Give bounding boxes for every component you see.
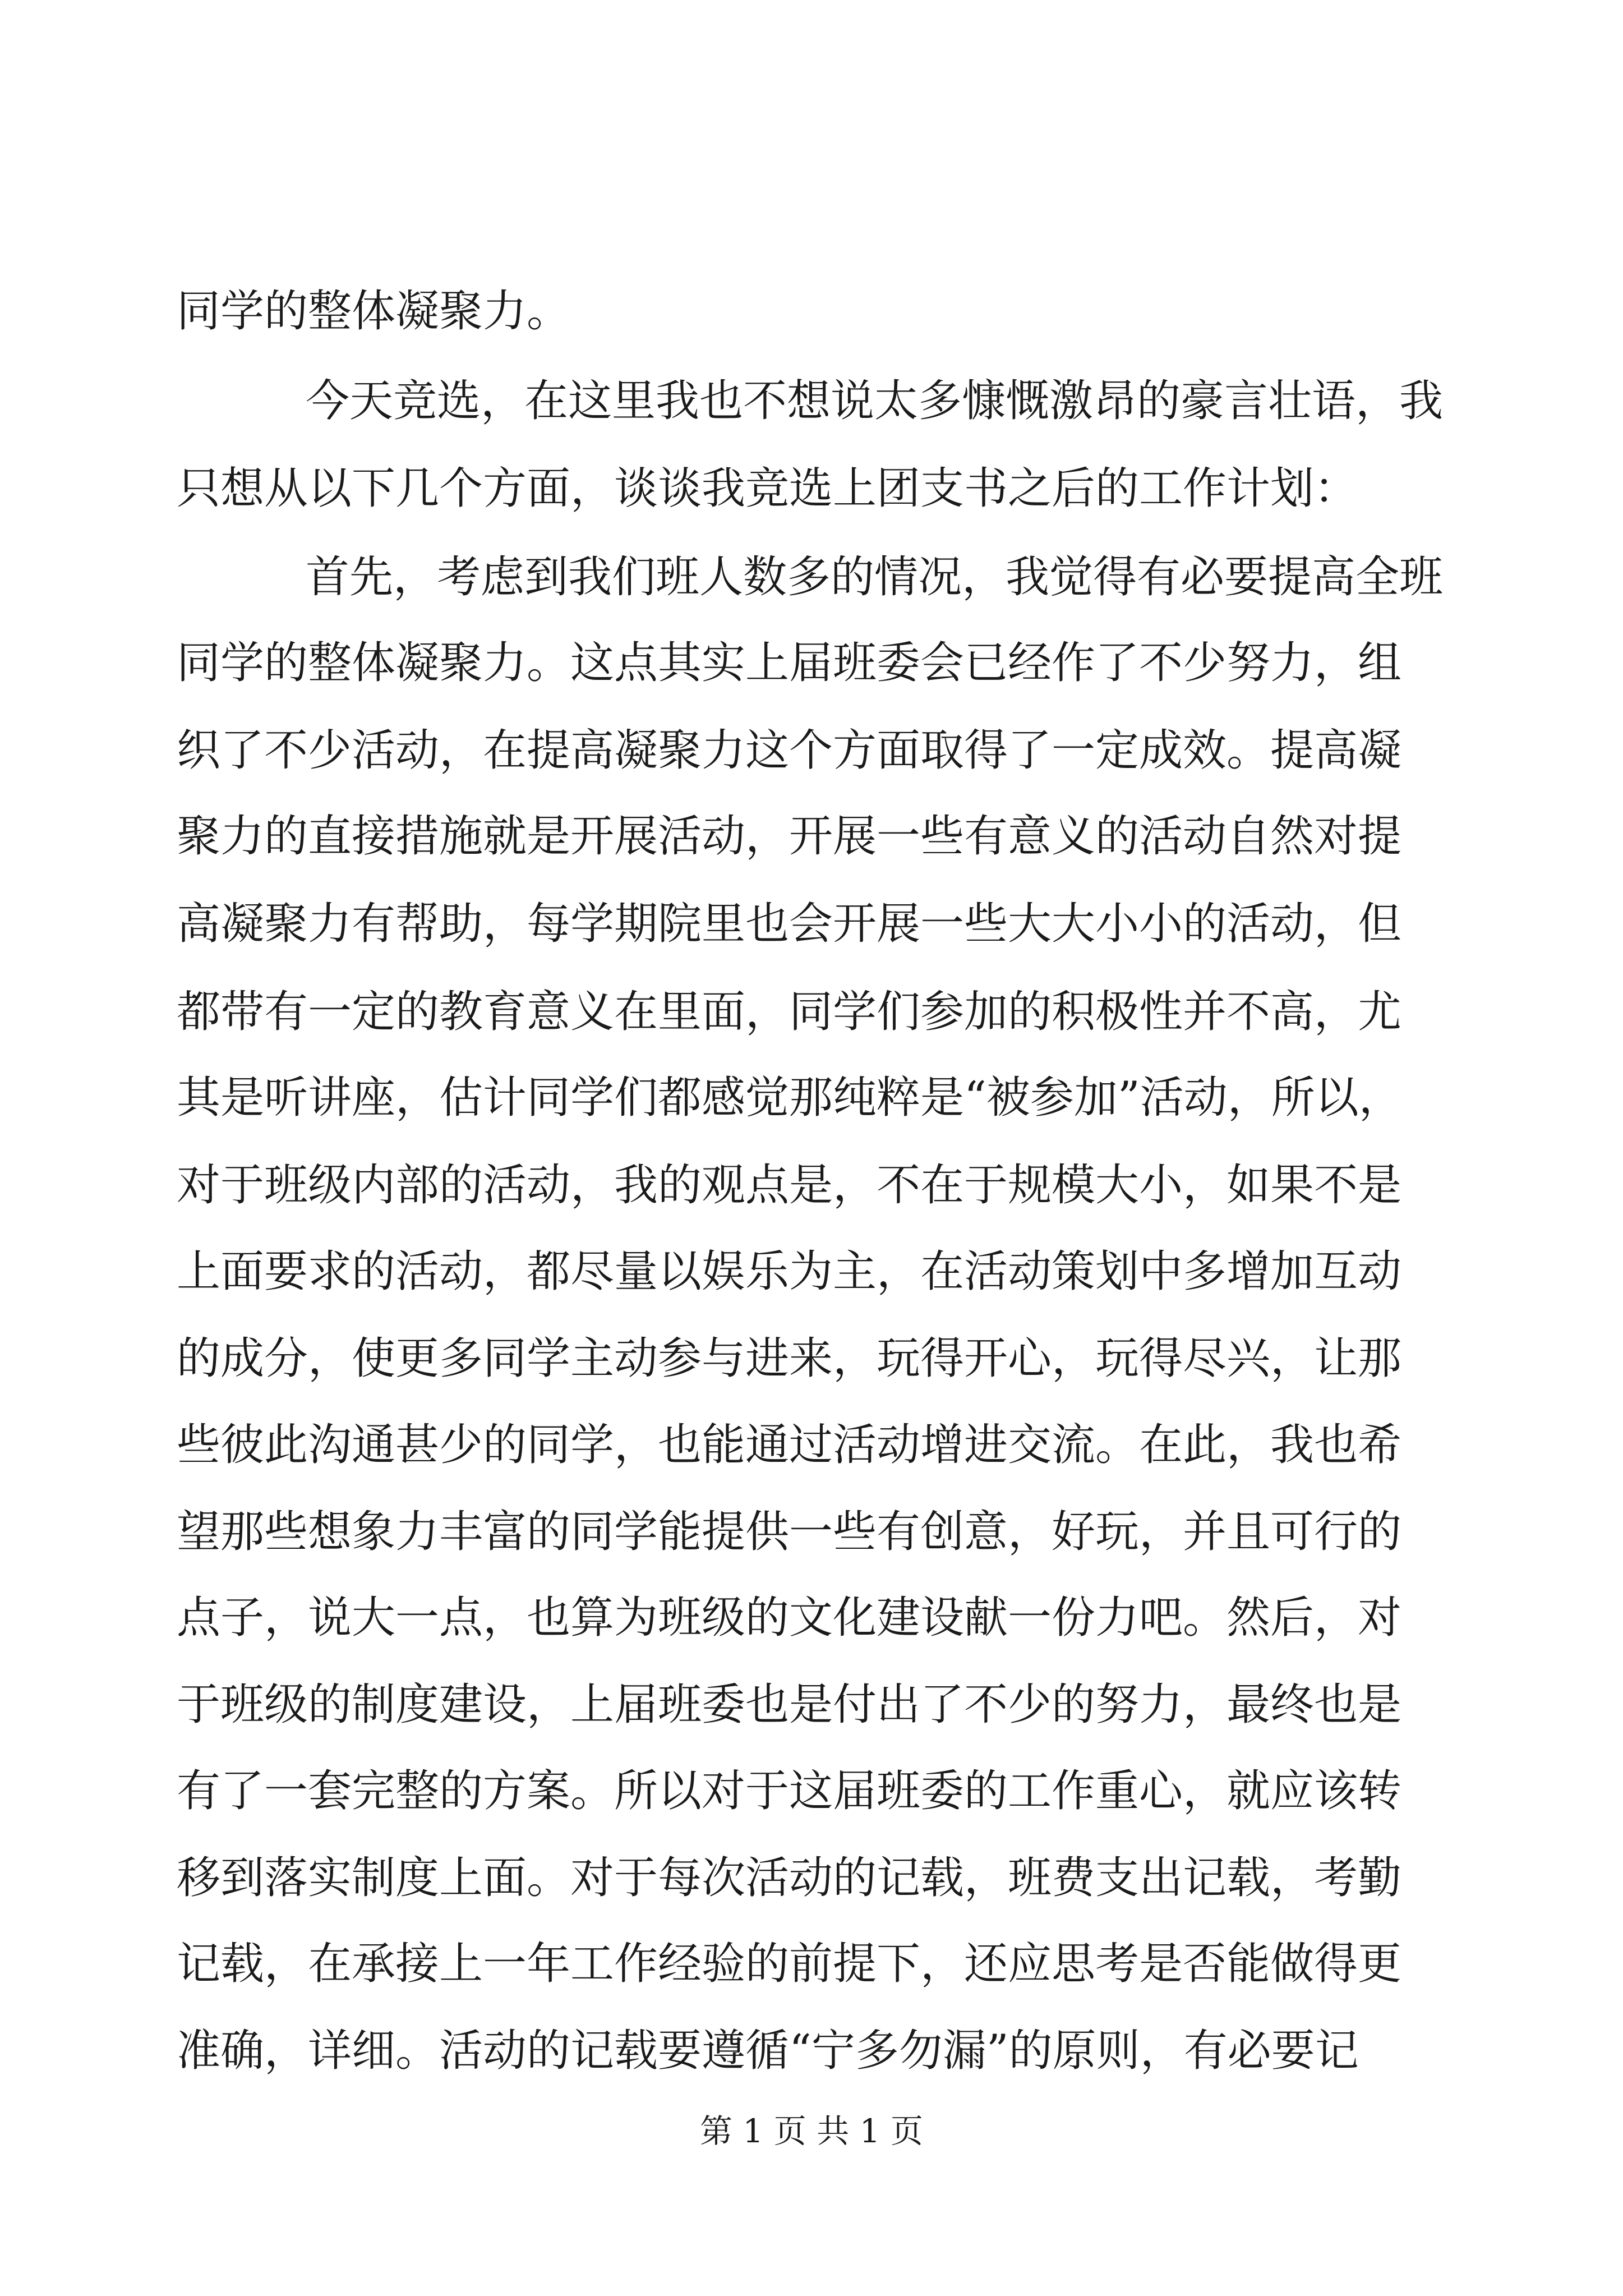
text-line-3: 只想从以下几个方面，谈谈我竞选上团支书之后的工作计划： (177, 463, 1358, 514)
text-line-17: 于班级的制度建设，上届班委也是付出了不少的努力，最终也是 (177, 1680, 1402, 1730)
text-line-14: 些彼此沟通甚少的同学，也能通过活动增进交流。在此，我也希 (177, 1420, 1402, 1470)
text-line-9: 都带有一定的教育意义在里面，同学们参加的积极性并不高，尤 (177, 987, 1402, 1037)
text-line-20: 记载，在承接上一年工作经验的前提下，还应思考是否能做得更 (177, 1939, 1402, 1989)
text-line-5: 同学的整体凝聚力。这点其实上届班委会已经作了不少努力，组 (177, 638, 1402, 688)
text-line-21: 准确，详细。活动的记载要遵循“宁多勿漏”的原则，有必要记 (177, 2026, 1359, 2076)
text-line-2: 今天竞选，在这里我也不想说太多慷慨激昂的豪言壮语，我 (306, 376, 1444, 426)
text-line-13: 的成分，使更多同学主动参与进来，玩得开心，玩得尽兴，让那 (177, 1333, 1402, 1384)
text-line-7: 聚力的直接措施就是开展活动，开展一些有意义的活动自然对提 (177, 811, 1402, 862)
text-line-6: 织了不少活动，在提高凝聚力这个方面取得了一定成效。提高凝 (177, 725, 1402, 776)
text-line-8: 高凝聚力有帮助，每学期院里也会开展一些大大小小的活动，但 (177, 899, 1402, 949)
page-footer: 第 1 页 共 1 页 (700, 2112, 923, 2150)
text-line-16: 点子，说大一点，也算为班级的文化建设献一份力吧。然后，对 (177, 1593, 1402, 1643)
text-line-15: 望那些想象力丰富的同学能提供一些有创意，好玩，并且可行的 (177, 1507, 1402, 1557)
text-line-10: 其是听讲座，估计同学们都感觉那纯粹是“被参加”活动，所以， (177, 1073, 1403, 1123)
text-line-1: 同学的整体凝聚力。 (177, 286, 571, 337)
text-line-19: 移到落实制度上面。对于每次活动的记载，班费支出记载，考勤 (177, 1853, 1402, 1903)
text-line-11: 对于班级内部的活动，我的观点是，不在于规模大小，如果不是 (177, 1160, 1402, 1211)
text-line-18: 有了一套完整的方案。所以对于这届班委的工作重心，就应该转 (177, 1766, 1402, 1816)
text-line-12: 上面要求的活动，都尽量以娱乐为主，在活动策划中多增加互动 (177, 1246, 1402, 1297)
text-line-4: 首先，考虑到我们班人数多的情况，我觉得有必要提高全班 (306, 552, 1444, 602)
